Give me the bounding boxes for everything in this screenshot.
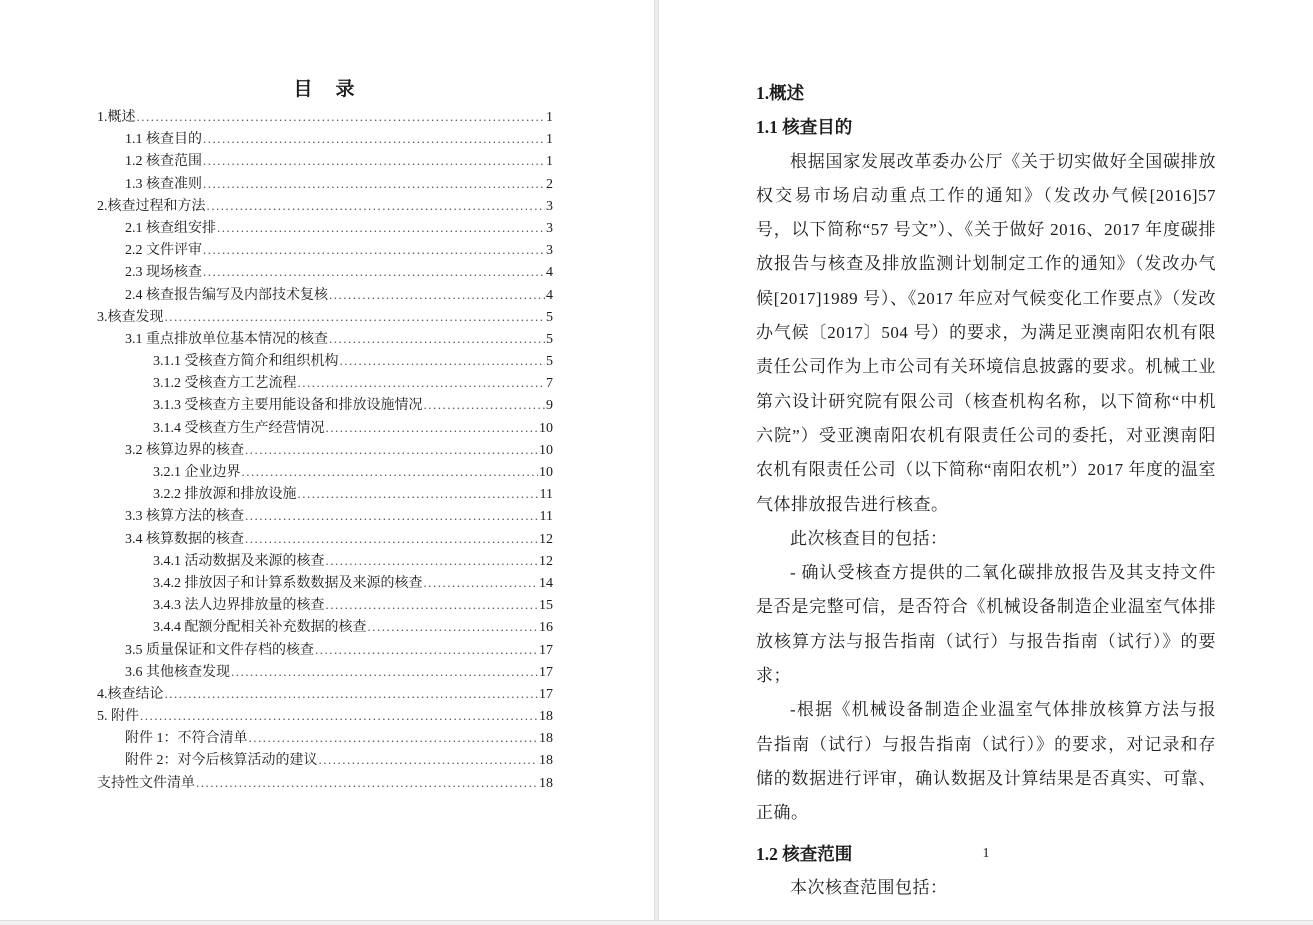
toc-page: [0, 0, 654, 920]
toc-leader-dots: [203, 173, 545, 196]
toc-entry-label: 3.1.2 受核查方工艺流程: [153, 376, 297, 392]
toc-entry-label: 4.核查结论: [97, 686, 164, 702]
toc-entry-label: 2.核查过程和方法: [97, 198, 206, 214]
toc-entry-label: 3.4.1 活动数据及来源的核查: [153, 553, 325, 569]
toc-leader-dots: [326, 550, 539, 573]
toc-leader-dots: [329, 328, 545, 351]
toc-entry-page: 5: [546, 354, 553, 370]
toc-entry[interactable]: [97, 727, 553, 749]
toc-entry[interactable]: [97, 683, 553, 705]
paragraph-basis: 根据国家发展改革委办公厅《关于切实做好全国碳排放权交易市场启动重点工作的通知》（发改办气候[2016]57 号，以下简称“57 号文”）、《关于做好 2016、2017 年度碳排放报告与核查及排放监测计划制定工作的通知》（发改办气候[2017]1989 号）、《2017 年应对气候变化工作要点》（发改办气候〔2017〕504 号）的要求，为满足亚澳南阳农机有限责任公司作为上市公司有关环境信息披露的要求。机械工业第六设计研究院有限公司（核查机构名称，以下简称“中机六院”）受亚澳南阳农机有限责任公司的委托，对亚澳南阳农机有限责任公司（以下简称“南阳农机”）2017 年度的温室气体排放报告进行核查。: [756, 151, 1216, 514]
toc-leader-dots: [340, 350, 546, 373]
toc-entry[interactable]: [97, 705, 553, 727]
toc-leader-dots: [207, 195, 546, 218]
toc-entry-page: 5: [546, 331, 553, 347]
toc-entry-label: 3.4.2 排放因子和计算系数数据及来源的核查: [153, 575, 423, 591]
toc-entry-label: 1.3 核查准则: [125, 176, 202, 192]
toc-entry-page: 12: [539, 531, 553, 547]
toc-entry-label: 支持性文件清单: [97, 775, 195, 791]
toc-entry-page: 1: [546, 154, 553, 170]
toc-entry[interactable]: [97, 749, 553, 771]
toc-entry[interactable]: [97, 616, 553, 638]
toc-entry[interactable]: [97, 217, 553, 239]
toc-entry[interactable]: [97, 372, 553, 394]
toc-entry-label: 3.1.4 受核查方生产经营情况: [153, 420, 325, 436]
toc-entry[interactable]: [97, 772, 553, 794]
toc-entry[interactable]: [97, 328, 553, 350]
toc-entry[interactable]: [97, 350, 553, 372]
section-heading-1-2: 1.2 核查范围: [756, 843, 853, 864]
toc-entry[interactable]: [97, 461, 553, 483]
toc-entry-page: 3: [546, 198, 553, 214]
toc-entry[interactable]: [97, 483, 553, 505]
toc-entry-page: 4: [546, 287, 553, 303]
toc-entry-label: 3.4 核算数据的核查: [125, 531, 244, 547]
toc-leader-dots: [245, 528, 538, 551]
toc-entry[interactable]: [97, 572, 553, 594]
toc-entry[interactable]: [97, 550, 553, 572]
toc-entry-page: 12: [539, 553, 553, 569]
toc-entry-page: 11: [539, 487, 553, 503]
toc-leader-dots: [249, 727, 539, 750]
toc-leader-dots: [203, 150, 545, 173]
toc-title: 目 录: [293, 79, 357, 100]
toc-leader-dots: [326, 417, 539, 440]
toc-leader-dots: [217, 217, 545, 240]
toc-leader-dots: [140, 705, 538, 728]
toc-leader-dots: [424, 572, 539, 595]
paragraph-purpose-item-1: - 确认受核查方提供的二氧化碳排放报告及其支持文件是否是完整可信，是否符合《机械设备制造企业温室气体排放核算方法与报告指南（试行）与报告指南（试行）》的要求；: [756, 563, 1216, 686]
toc-entry-page: 3: [546, 243, 553, 259]
toc-leader-dots: [245, 439, 538, 462]
toc-entry[interactable]: [97, 173, 553, 195]
toc-entry[interactable]: [97, 106, 553, 128]
toc-list: [97, 106, 553, 794]
toc-entry[interactable]: [97, 261, 553, 283]
toc-entry-page: 10: [539, 442, 553, 458]
toc-entry-label: 3.6 其他核查发现: [125, 664, 230, 680]
toc-entry-label: 附件 1：不符合清单: [125, 731, 248, 747]
toc-entry-label: 3.3 核算方法的核查: [125, 509, 244, 525]
toc-entry[interactable]: [97, 417, 553, 439]
toc-leader-dots: [196, 772, 538, 795]
toc-entry-page: 10: [539, 420, 553, 436]
toc-entry-page: 15: [539, 598, 553, 614]
toc-entry-page: 1: [546, 132, 553, 148]
toc-leader-dots: [368, 616, 539, 639]
toc-entry[interactable]: [97, 128, 553, 150]
toc-leader-dots: [242, 461, 539, 484]
toc-entry-label: 2.2 文件评审: [125, 243, 202, 259]
toc-entry-page: 18: [539, 709, 553, 725]
toc-leader-dots: [315, 639, 538, 662]
toc-leader-dots: [203, 239, 545, 262]
toc-entry[interactable]: [97, 505, 553, 527]
section-heading-1: 1.概述: [756, 83, 805, 103]
toc-entry-page: 2: [546, 176, 553, 192]
toc-entry-label: 2.1 核查组安排: [125, 220, 216, 236]
toc-entry-label: 3.5 质量保证和文件存档的核查: [125, 642, 314, 658]
toc-entry-label: 1.1 核查目的: [125, 132, 202, 148]
toc-entry[interactable]: [97, 284, 553, 306]
toc-entry[interactable]: [97, 639, 553, 661]
toc-entry-page: 18: [539, 753, 553, 769]
toc-entry-label: 3.核查发现: [97, 309, 164, 325]
toc-entry-label: 2.3 现场核查: [125, 265, 202, 281]
toc-leader-dots: [245, 505, 539, 528]
paragraph-purpose-intro: 此次核查目的包括：: [790, 528, 948, 548]
toc-entry-page: 17: [539, 686, 553, 702]
toc-entry[interactable]: [97, 394, 553, 416]
toc-entry-label: 3.1.3 受核查方主要用能设备和排放设施情况: [153, 398, 423, 414]
toc-leader-dots: [137, 106, 546, 129]
toc-entry-label: 1.概述: [97, 110, 136, 125]
toc-entry-label: 3.4.3 法人边界排放量的核查: [153, 598, 325, 614]
toc-entry[interactable]: [97, 528, 553, 550]
toc-entry-label: 3.4.4 配额分配相关补充数据的核查: [153, 620, 367, 636]
toc-leader-dots: [298, 372, 546, 395]
viewport-bottom-edge: [0, 920, 1313, 925]
toc-leader-dots: [326, 594, 539, 617]
paragraph-scope-intro: 本次核查范围包括：: [790, 877, 948, 897]
toc-entry-page: 16: [539, 620, 553, 636]
toc-entry-page: 4: [546, 265, 553, 281]
toc-entry-label: 3.1.1 受核查方简介和组织机构: [153, 354, 339, 370]
toc-entry-label: 附件 2：对今后核算活动的建议: [125, 753, 318, 769]
toc-leader-dots: [203, 261, 545, 284]
page-number: 1: [982, 846, 990, 861]
toc-leader-dots: [165, 683, 539, 706]
toc-leader-dots: [165, 306, 546, 329]
toc-entry-page: 17: [539, 642, 553, 658]
toc-entry-page: 14: [539, 575, 553, 591]
toc-leader-dots: [231, 661, 538, 684]
toc-entry-label: 3.2.1 企业边界: [153, 465, 241, 480]
toc-entry-label: 3.1 重点排放单位基本情况的核查: [125, 331, 328, 347]
toc-entry[interactable]: [97, 594, 553, 616]
toc-entry-page: 18: [539, 731, 553, 747]
toc-entry-label: 1.2 核查范围: [125, 154, 202, 170]
toc-entry[interactable]: [97, 306, 553, 328]
toc-entry-label: 5. 附件: [97, 709, 139, 725]
toc-entry[interactable]: [97, 195, 553, 217]
toc-entry-page: 18: [539, 775, 553, 791]
content-page: [659, 0, 1313, 920]
toc-entry-page: 17: [539, 664, 553, 680]
toc-entry-label: 3.2 核算边界的核查: [125, 442, 244, 458]
toc-entry[interactable]: [97, 239, 553, 261]
toc-entry-page: 3: [546, 220, 553, 236]
toc-entry-label: 2.4 核查报告编写及内部技术复核: [125, 287, 328, 303]
section-heading-1-1: 1.1 核查目的: [756, 117, 853, 138]
toc-entry-page: 11: [539, 509, 553, 525]
toc-leader-dots: [329, 284, 545, 307]
toc-entry[interactable]: [97, 661, 553, 683]
toc-entry-page: 10: [539, 465, 553, 480]
paragraph-purpose-item-2: -根据《机械设备制造企业温室气体排放核算方法与报告指南（试行）与报告指南（试行）》的要求，对记录和存储的数据进行评审，确认数据及计算结果是否真实、可靠、正确。: [756, 700, 1216, 823]
toc-entry-label: 3.2.2 排放源和排放设施: [153, 487, 297, 503]
toc-entry-page: 5: [546, 309, 553, 325]
toc-leader-dots: [319, 749, 539, 772]
toc-entry-page: 7: [546, 376, 553, 392]
toc-entry[interactable]: [97, 439, 553, 461]
toc-leader-dots: [298, 483, 539, 506]
toc-leader-dots: [203, 128, 545, 151]
toc-leader-dots: [424, 394, 546, 417]
toc-entry[interactable]: [97, 150, 553, 172]
toc-entry-page: 1: [546, 110, 553, 125]
toc-entry-page: 9: [546, 398, 553, 414]
